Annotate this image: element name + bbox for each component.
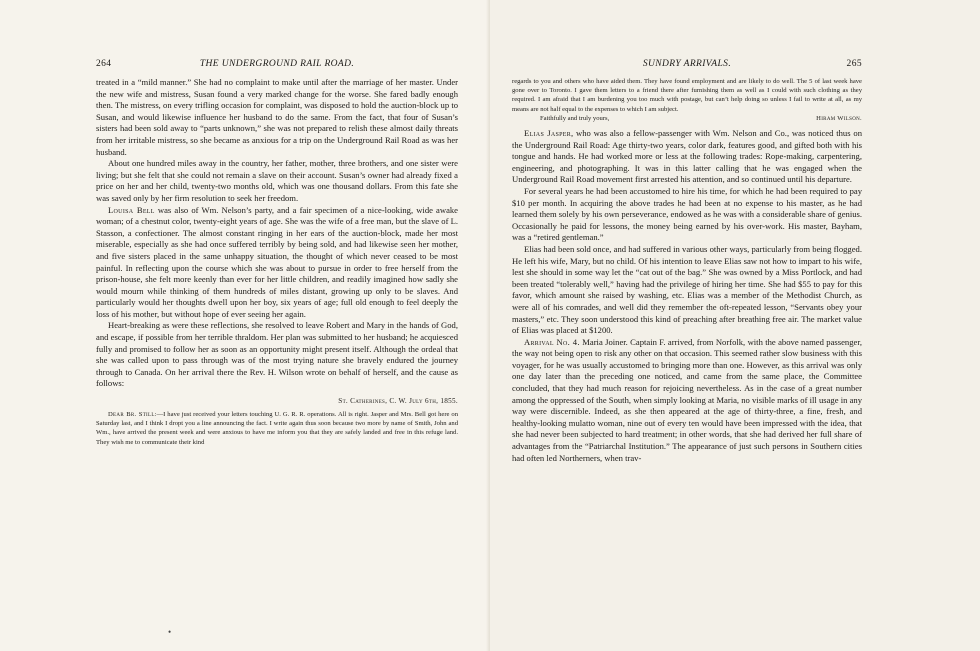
letter-signoff bbox=[512, 114, 862, 123]
letter-signature: Hiram Wilson. bbox=[816, 114, 862, 122]
letter-closing: Faithfully and truly yours, bbox=[540, 114, 610, 122]
left-page-header bbox=[96, 59, 458, 73]
right-paragraph: Elias had been sold once, and had suffered in various other ways, particularly from being flogged. He left his wife, Mary, but no child. Of his intention to leave Elias saw not how to impart to his wife, lest she should in some way let the “cat out of the bag.” She was owned by a Miss Portlock, and had been treated “tolerably well,” having had the privilege of hiring her time. She had $55 to pay for this favor, which amount she raised by washing, etc. Elias was a member of the Methodist Church, as were all of his comrades, and well did they remember the oft-repeated lesson, “Servants obey your masters,” etc. They soon understood this kind of preaching after breathing free air. The market value of Elias was placed at $1200. bbox=[512, 243, 862, 336]
right-text-column bbox=[512, 77, 862, 464]
letter-text bbox=[96, 410, 458, 447]
left-paragraph: About one hundred miles away in the country, her father, mother, three brothers, and one sister were living; but she felt that she could not remain a slave on their account. Susan’s owner had already fixed a price on her and her child, twenty-two months old, which was one thousand dollars. From this fate she was saved only by her firm resolution to seek her freedom. bbox=[96, 158, 458, 203]
right-running-title: SUNDRY ARRIVALS. bbox=[642, 59, 732, 69]
left-text-column bbox=[96, 77, 458, 447]
letter-salutation: Dear Br. Still bbox=[108, 411, 155, 419]
paragraph-text: was also of Wm. Nelson’s party, and a fair specimen of a nice-looking, wide awake woman; of a chestnut color, twenty-eight years of age. She was the wife of a free man, but the slave of L. Stasson, a confectioner. The almost constant ringing in her ears of the auction-block, made her most miserable, especially as she had once suffered terribly by being sold, and had likewise seen her mother, and five sisters placed in the same unhappy situation, the thought of which never ceased to be most painful. In reflecting upon the course which she was about to pursue in order to free herself from the prison-house, she felt more keenly than ever for her little children, and readily imagined how sadly she would mourn while thinking of them hundreds of miles distant, growing up only to be slaves. And particularly would her thoughts dwell upon her boy, six years of age; full old enough to feel deeply the loss of his mother, but without hope of ever seeing her again. bbox=[96, 204, 459, 319]
letter-continuation: regards to you and others who have aided them. They have found employment and are likely to do well. The 5 of last week have gone over to Toronto. I gave them letters to a friend there after furnishing them as well as I could with such clothing as they required. I am afraid that I am burdening you too much with postage, but can’t help doing so unless I fail to write at all, as my means are not half equal to the expenses to which I am subject. bbox=[512, 78, 862, 113]
letter-body: :—I have just received your letters touching U. G. R. R. operations. All is right. Jasper and Mrs. Bell got here on Saturday last, and I think I dropt you a line announcing the fact. I write again thus soon because two more by name of Smith, John and Wm., have arrived the present week and were anxious to have me inform you that they are safely landed and free in this refuge land. They wish me to communicate their kind bbox=[96, 411, 458, 446]
person-name: Elias Jasper bbox=[524, 128, 572, 139]
left-page-number: 264 bbox=[96, 59, 112, 69]
person-name: Louisa Bell bbox=[108, 204, 155, 215]
paragraph-text: Maria Joiner. Captain F. arrived, from Norfolk, with the above named passenger, the way not being open to risk any other on that occasion. This seemed rather slow business with this voyager, for he was usually accustomed to bringing more than one. However, as this arrival was only one day later than the preceding one noticed, and came from the same place, the Committee concluded, that they had much reason for rejoicing nevertheless. As in the case of a great number among the oppressed of the South, when simply looking at Maria, no visible marks of ill usage in any way were discernible. Indeed, as she then appeared at the age of thirty-three, a fine, fresh, and healthy-looking mulatto woman, nine out of every ten would have been impressed with the idea, that she had never been subjected to hard treatment; in other words, that she had derived her full share of advantages from the “Patriarchal Institution.” The appearance of just such persons in Southern cities had often led Northerners, when trav- bbox=[512, 336, 862, 463]
letter-dateline: St. Catherines, C. W. July 6th, 1855. bbox=[338, 397, 458, 406]
stray-mark: • bbox=[168, 627, 172, 637]
right-paragraph bbox=[512, 337, 862, 465]
left-paragraph bbox=[96, 205, 458, 321]
right-page-number: 265 bbox=[846, 59, 862, 69]
right-paragraph bbox=[512, 128, 862, 186]
right-page-header bbox=[512, 59, 862, 73]
left-paragraph: Heart-breaking as were these reflections, she resolved to leave Robert and Mary in the hands of God, and escape, if possible from her terrible thraldom. Her plan was submitted to her husband; he acquiesced fully and promised to follow her as soon as an opportunity might present itself. Although the ordeal that she was called upon to pass through was of the most trying nature she bravely endured the journey through to Canada. On her arrival there the Rev. H. Wilson wrote on behalf of herself, and the cause as follows: bbox=[96, 320, 458, 389]
left-paragraph: treated in a “mild manner.” She had no complaint to make until after the marriage of her master. Under the new wife and mistress, Susan found a very marked change for the worse. She fared badly enough then. The mistress, on every trifling occasion for complaint, was disposed to hold the auction-block up to Susan, and would likewise influence her husband to do the same. From the fact, that four of Susan’s sisters had been sold away to “parts unknown,” she was not prepared to relish these almost daily threats from her irritable mistress, so she became as anxious for a trip on the Underground Rail Road as was her husband. bbox=[96, 77, 458, 157]
arrival-heading: Arrival No. 4. bbox=[524, 336, 580, 347]
right-paragraph: For several years he had been accustomed to hire his time, for which he had been required to pay $10 per month. In acquiring the above trades he had been at no expense to his master, as he had learned them solely by his own perseverance, endowed as he was with a considerable share of genius. Occasionally he paid for lessons, the money being earned by his over-work. His master, Bayham, was a “retired gentleman.” bbox=[512, 185, 862, 243]
right-page bbox=[490, 0, 980, 651]
paragraph-text: , who was also a fellow-passenger with Wm. Nelson and Co., was noticed thus on the Underground Rail Road: Age thirty-two years, color dark, features good, and gifted both with his tongue and hands. He had worked more or less at the following trades: Rope-making, carpentering, engineering, and photographing. It was in this latter calling that he was engaged when the Underground Rail Road movement first arrested his attention, and so continued until his departure. bbox=[512, 128, 862, 185]
left-running-title: THE UNDERGROUND RAIL ROAD. bbox=[199, 59, 355, 69]
